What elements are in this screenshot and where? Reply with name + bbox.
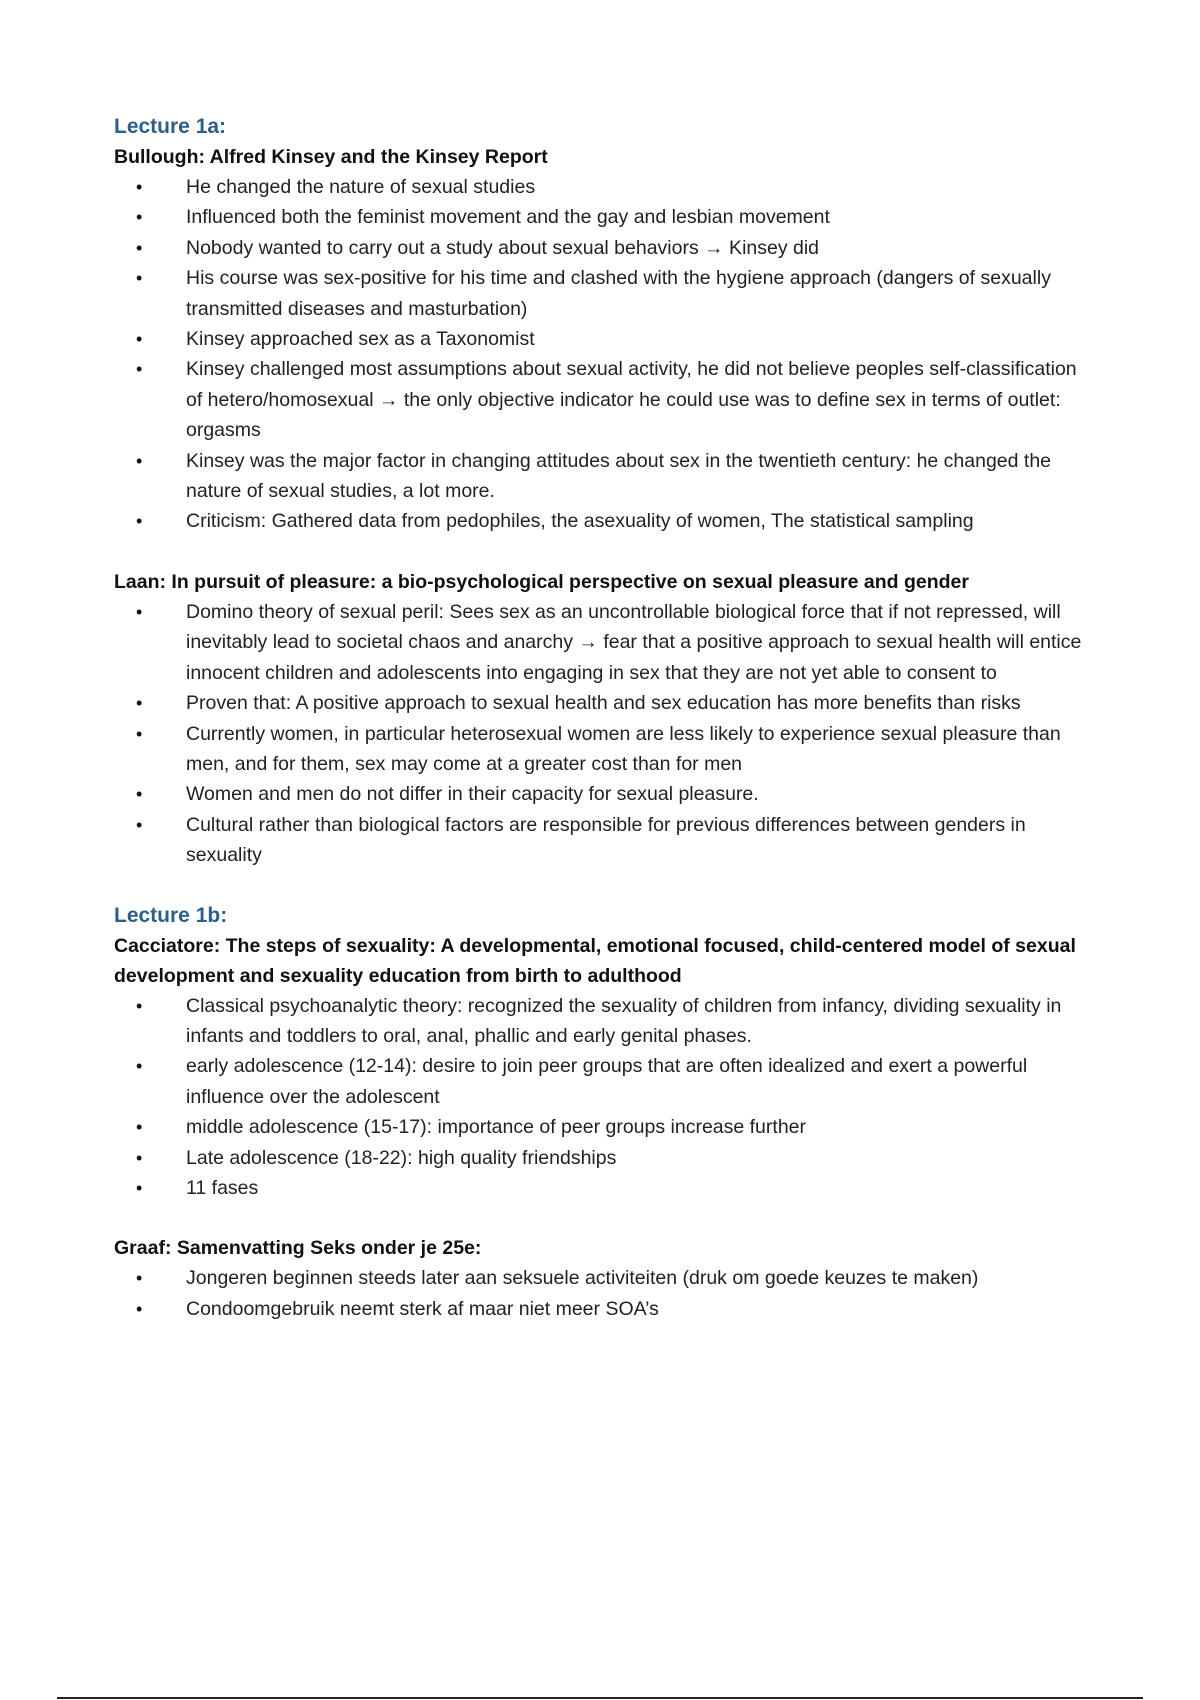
bullet-item: • He changed the nature of sexual studies xyxy=(114,172,1094,202)
bullet-item: • early adolescence (12-14): desire to join peer groups that are often idealized and exert a powerful influence over the adolescent xyxy=(114,1051,1094,1112)
bullet-list xyxy=(114,597,1094,871)
bullet-item: • His course was sex-positive for his time and clashed with the hygiene approach (dangers of sexually transmitted diseases and masturbation) xyxy=(114,263,1094,324)
bullet-item: • Jongeren beginnen steeds later aan seksuele activiteiten (druk om goede keuzes te maken) xyxy=(114,1263,1094,1293)
bullet-item: • 11 fases xyxy=(114,1173,1094,1203)
bullet-item: • Cultural rather than biological factors are responsible for previous differences between genders in sexuality xyxy=(114,810,1094,871)
bullet-item: • Condoomgebruik neemt sterk af maar niet meer SOA’s xyxy=(114,1294,1094,1324)
bullet-item: • Women and men do not differ in their capacity for sexual pleasure. xyxy=(114,779,1094,809)
bullet-item: • middle adolescence (15-17): importance of peer groups increase further xyxy=(114,1112,1094,1142)
footer-divider xyxy=(57,1697,1143,1699)
bullet-item: • Nobody wanted to carry out a study about sexual behaviors → Kinsey did xyxy=(114,233,1094,263)
bullet-item: • Influenced both the feminist movement and the gay and lesbian movement xyxy=(114,202,1094,232)
article-title: Graaf: Samenvatting Seks onder je 25e: xyxy=(114,1237,482,1260)
bullet-item: • Kinsey was the major factor in changing attitudes about sex in the twentieth century: he changed the nature of sexual studies, a lot more. xyxy=(114,446,1094,507)
article-title: Laan: In pursuit of pleasure: a bio-psychological perspective on sexual pleasure and gender xyxy=(114,570,969,593)
bullet-list xyxy=(114,991,1094,1204)
bullet-item: • Currently women, in particular heterosexual women are less likely to experience sexual pleasure than men, and for them, sex may come at a greater cost than for men xyxy=(114,719,1094,780)
document-page xyxy=(114,112,1094,1324)
lecture-heading: Lecture 1b: xyxy=(114,903,228,927)
bullet-item: • Kinsey approached sex as a Taxonomist xyxy=(114,324,1094,354)
lecture-heading: Lecture 1a: xyxy=(114,115,227,138)
bullet-list xyxy=(114,1263,1094,1324)
bullet-list xyxy=(114,172,1094,537)
bullet-item: • Kinsey challenged most assumptions about sexual activity, he did not believe peoples self-classification of hetero/homosexual → the only objective indicator he could use was to define sex in terms of outlet: orgasms xyxy=(114,354,1094,445)
bullet-item: • Proven that: A positive approach to sexual health and sex education has more benefits than risks xyxy=(114,688,1094,718)
article-title: Cacciatore: The steps of sexuality: A developmental, emotional focused, child-centered model of sexual development and sexuality education from birth to adulthood xyxy=(114,934,1076,987)
bullet-item: • Criticism: Gathered data from pedophiles, the asexuality of women, The statistical sampling xyxy=(114,506,1094,536)
bullet-item: • Classical psychoanalytic theory: recognized the sexuality of children from infancy, dividing sexuality in infants and toddlers to oral, anal, phallic and early genital phases. xyxy=(114,991,1094,1052)
bullet-item: • Late adolescence (18-22): high quality friendships xyxy=(114,1143,1094,1173)
bullet-item: • Domino theory of sexual peril: Sees sex as an uncontrollable biological force that if not repressed, will inevitably lead to societal chaos and anarchy → fear that a positive approach to sexual health will entice innocent children and adolescents into engaging in sex that they are not yet able to consent to xyxy=(114,597,1094,688)
article-title: Bullough: Alfred Kinsey and the Kinsey Report xyxy=(114,146,548,168)
